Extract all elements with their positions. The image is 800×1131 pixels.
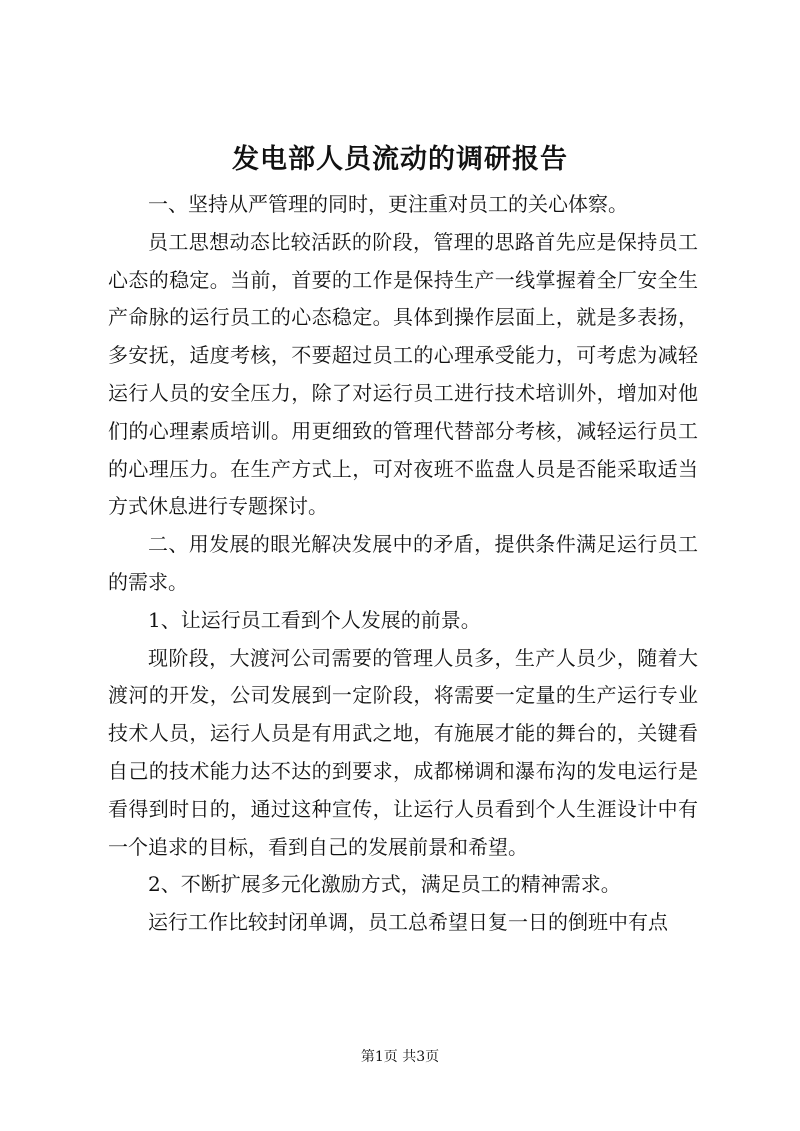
paragraph-text: 员工思想动态比较活跃的阶段，管理的思路首先应是保持员工心态的稳定。当前，首要的工作是保持生产一线掌握着全厂安全生产命脉的运行员工的心态稳定。具体到操作层面上，就是多表扬，多安抚，适度考核，不要超过员工的心理承受能力，可考虑为减轻运行人员的安全压力，除了对运行员工进行技术培训外，增加对他们的心理素质培训。用更细致的管理代替部分考核，减轻运行员工的心理压力。在生产方式上，可对夜班不监盘人员是否能采取适当方式休息进行专题探讨。 (108, 229, 698, 519)
document-body (108, 186, 698, 942)
paragraph-subheading-2: 2、不断扩展多元化激励方式，满足员工的精神需求。 (148, 872, 621, 897)
page-footer: 第1页 共3页 (360, 1049, 440, 1065)
document-title: 发电部人员流动的调研报告 (232, 144, 568, 175)
paragraph-subheading-1: 1、让运行员工看到个人发展的前景。 (148, 607, 481, 632)
paragraph-heading-2: 二、用发展的眼光解决发展中的矛盾，提供条件满足运行员工的需求。 (108, 532, 698, 594)
paragraph-text: 运行工作比较封闭单调，员工总希望日复一日的倒班中有点 (148, 910, 668, 935)
paragraph-text: 现阶段，大渡河公司需要的管理人员多，生产人员少，随着大渡河的开发，公司发展到一定阶段，将需要一定量的生产运行专业技术人员，运行人员是有用武之地，有施展才能的舞台的，关键看自己的技术能力达不达的到要求，成都梯调和瀑布沟的发电运行是看得到时日的，通过这种宣传，让运行人员看到个人生涯设计中有一个追求的目标，看到自己的发展前景和希望。 (108, 645, 698, 859)
paragraph-heading-1: 一、坚持从严管理的同时，更注重对员工的关心体察。 (148, 192, 628, 216)
